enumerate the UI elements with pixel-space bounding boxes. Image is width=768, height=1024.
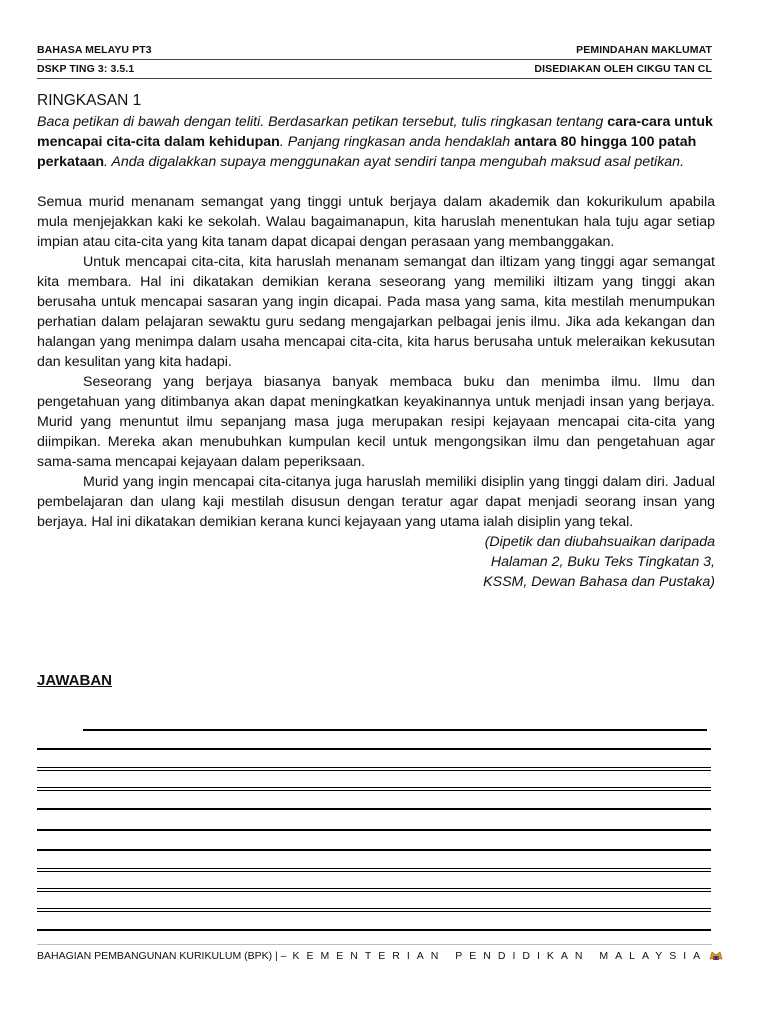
topic-label: PEMINDAHAN MAKLUMAT xyxy=(576,44,712,56)
section-title: RINGKASAN 1 xyxy=(37,92,142,109)
instruction-bold: antara 80 hingga 100 patah perkataan xyxy=(37,134,697,170)
passage-paragraph: Seseorang yang berjaya biasanya banyak membaca buku dan menimba ilmu. Ilmu dan pengetahuan yang ditimbanya akan dapat meningkatkan keyakinannya untuk menjadi insan yang berjaya. Murid yang menuntut ilmu sepanjang masa juga merupakan resipi kejayaan mencapai cita-cita yang diimpikan. Mereka akan menubuhkan kumpulan kecil untuk mengongsikan ilmu dan pengetahuan agar sama-sama mencapai kejayaan dalam peperiksaan. xyxy=(37,374,715,470)
answer-line[interactable] xyxy=(37,929,711,931)
answer-line[interactable] xyxy=(37,908,711,912)
source-citation xyxy=(37,532,715,592)
answer-heading: JAWABAN xyxy=(37,672,113,689)
instruction-part: . Panjang ringkasan anda hendaklah xyxy=(279,134,515,150)
answer-line[interactable] xyxy=(37,808,711,810)
answer-line[interactable] xyxy=(37,767,711,771)
header-row-1 xyxy=(37,44,712,56)
answer-line[interactable] xyxy=(37,888,711,892)
header-divider-2 xyxy=(37,78,712,79)
passage-paragraph: Semua murid menanam semangat yang tinggi untuk berjaya dalam akademik dan kokurikulum apabila mula menjejakkan kaki ke sekolah. Walau bagaimanapun, kita haruslah menentukan hala tuju agar setiap impian atau cita-cita yang kita tanam dapat dicapai dengan perasaan yang membanggakan. xyxy=(37,194,715,250)
header-row-2 xyxy=(37,63,712,75)
malaysia-crest-icon xyxy=(709,950,723,962)
footer-divider xyxy=(37,944,712,945)
source-line: (Dipetik dan diubahsuaikan daripada xyxy=(484,534,715,550)
answer-line[interactable] xyxy=(37,829,711,831)
document-body xyxy=(37,90,715,592)
answer-line[interactable] xyxy=(37,849,711,851)
source-line: Halaman 2, Buku Teks Tingkatan 3, xyxy=(490,554,715,570)
instruction-part: Baca petikan di bawah dengan teliti. Berdasarkan petikan tersebut, tulis ringkasan tentang xyxy=(37,114,608,130)
author-label: DISEDIAKAN OLEH CIKGU TAN CL xyxy=(534,63,712,75)
answer-line[interactable] xyxy=(37,787,711,791)
subject-label: BAHASA MELAYU PT3 xyxy=(37,44,152,56)
instruction-text xyxy=(37,112,715,172)
footer-department: BAHAGIAN PEMBANGUNAN KURIKULUM (BPK) | – xyxy=(37,950,287,962)
answer-line[interactable] xyxy=(83,729,707,731)
source-line: KSSM, Dewan Bahasa dan Pustaka) xyxy=(483,574,715,590)
passage-paragraph: Untuk mencapai cita-cita, kita haruslah menanam semangat dan iltizam yang tinggi agar semangat kita membara. Hal ini dikatakan demikian kerana seseorang yang memiliki iltizam yang tinggi akan berusaha untuk mencapai sasaran yang ingin dicapai. Pada masa yang sama, kita mestilah menumpukan perhatian dalam pelajaran sewaktu guru sedang mengajarkan pelbagai jenis ilmu. Jika ada kekangan dan halangan yang menimpa dalam usaha mencapai cita-cita, kita harus berusaha untuk meleraikan kekusutan dan kesulitan yang kita hadapi. xyxy=(37,254,715,370)
passage-paragraph: Murid yang ingin mencapai cita-citanya juga haruslah memiliki disiplin yang tinggi dalam diri. Jadual pembelajaran dan ulang kaji mestilah disusun dengan teratur agar dapat menjadi seorang insan yang berjaya. Hal ini dikatakan demikian kerana kunci kejayaan yang utama ialah disiplin yang tekal. xyxy=(37,474,715,530)
instruction-bold: cara-cara untuk mencapai cita-cita dalam kehidupan xyxy=(37,114,713,150)
footer-ministry: KEMENTERIAN PENDIDIKAN MALAYSIA xyxy=(292,950,708,962)
header-divider xyxy=(37,59,712,60)
dskp-label: DSKP TING 3: 3.5.1 xyxy=(37,63,135,75)
instruction-part: . Anda digalakkan supaya menggunakan ayat sendiri tanpa mengubah maksud asal petikan. xyxy=(104,154,685,170)
answer-line[interactable] xyxy=(37,868,711,872)
footer xyxy=(37,950,723,962)
answer-line[interactable] xyxy=(37,748,711,750)
